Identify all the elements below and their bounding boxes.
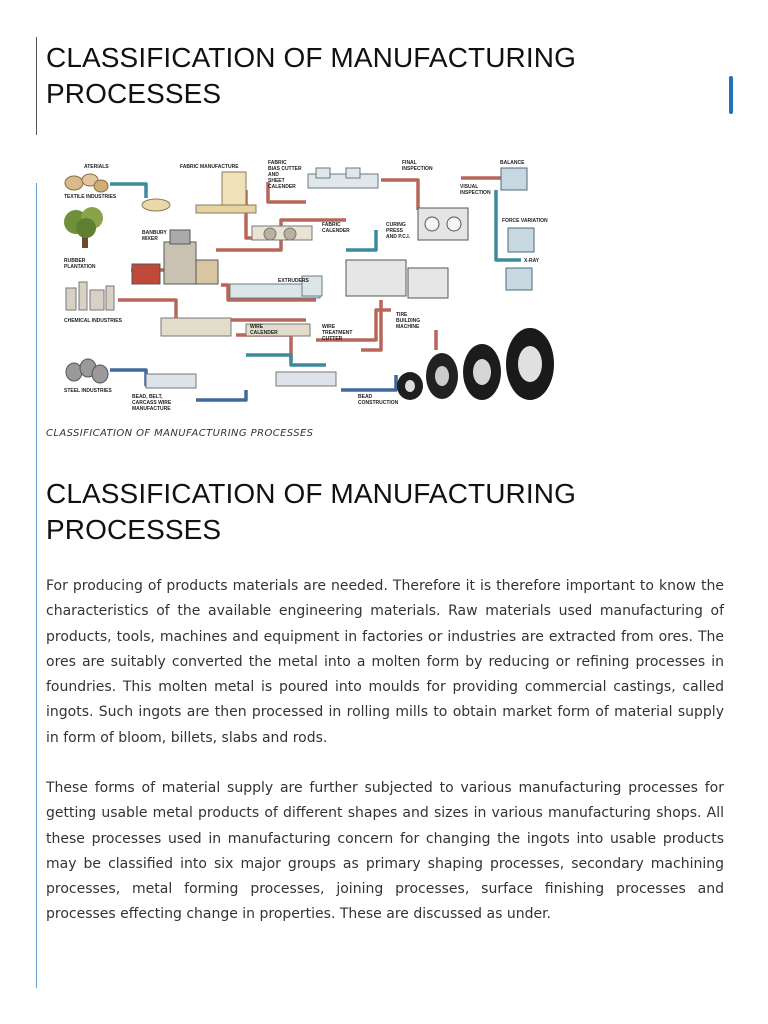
label-fabric-calender-1: FABRIC [322,222,341,228]
manufacturing-process-figure [46,150,570,420]
article-paragraph: These forms of material supply are further subjected to various manufacturing processes for getting usable metal products of different shapes and sizes in various manufacturing shops. All these processes used in manufacturing concern for changing the ingots into usable products may be classified into six major groups as primary shaping processes, secondary machining processes, metal forming processes, joining processes, surface finishing processes and processes effecting change in properties. These are discussed as under. [46,780,724,923]
label-fabric-manufacture: FABRIC MANUFACTURE [180,164,239,170]
header-accent-rule [36,37,37,135]
textile-rolls-illustration [65,174,108,192]
label-banbury-1: BANBURY [142,230,167,236]
label-steel: STEEL INDUSTRIES [64,388,112,394]
label-rubber-1: RUBBER [64,258,86,264]
label-final-inspection-2: INSPECTION [402,166,433,172]
scroll-indicator[interactable] [729,76,733,114]
article-heading: CLASSIFICATION OF MANUFACTURING PROCESSES [46,478,576,545]
label-tire-2: BUILDING [396,318,421,324]
label-wire-treatment-3: CUTTER [322,336,343,342]
label-balance: BALANCE [500,160,525,166]
tires-illustration [397,328,554,400]
label-curing-2: PRESS [386,228,403,234]
label-force-variation: FORCE VARIATION [502,218,548,224]
figure-caption: CLASSIFICATION OF MANUFACTURING PROCESSES [46,428,314,439]
label-visual-inspection-2: INSPECTION [460,190,491,196]
label-fabric-bias-5: CALENDER [268,184,296,190]
label-textile: TEXTILE INDUSTRIES [64,194,117,200]
label-final-inspection-1: FINAL [402,160,417,166]
label-bead-construction-1: BEAD [358,394,373,400]
label-extruders: EXTRUDERS [278,278,309,284]
label-fabric-calender-2: CALENDER [322,228,350,234]
page-title: CLASSIFICATION OF MANUFACTURING PROCESSES [46,42,576,109]
label-bead-construction-2: CONSTRUCTION [358,400,399,406]
bias-cutter-illustration [308,168,378,188]
label-bead-belt-2: CARCASS WIRE [132,400,172,406]
bead-construction-illustration [146,372,336,388]
process-flow-diagram [46,150,570,420]
label-visual-inspection-1: VISUAL [460,184,479,190]
label-rubber-2: PLANTATION [64,264,96,270]
label-fabric-bias-4: SHEET [268,178,285,184]
label-wire-treatment-1: WIRE [322,324,336,330]
chemical-plant-illustration [66,282,114,310]
label-wire-calender-2: CALENDER [250,330,278,336]
label-tire-3: MACHINE [396,324,420,330]
label-xray: X-RAY [524,258,540,264]
label-curing-1: CURING [386,222,406,228]
label-bead-belt-1: BEAD, BELT, [132,394,163,400]
label-bead-belt-3: MANUFACTURE [132,406,171,412]
label-chemical: CHEMICAL INDUSTRIES [64,318,122,324]
curing-press-illustration [418,208,468,240]
label-materials: ATERIALS [84,164,109,170]
label-fabric-bias-2: BIAS CUTTER [268,166,302,172]
fabric-manufacture-illustration [142,172,256,213]
label-curing-3: AND P.C.I. [386,234,411,240]
fabric-calender-illustration [252,226,312,240]
article-paragraph: For producing of products materials are needed. Therefore it is therefore important to know the characteristics of the available engineering materials. Raw materials used manufacturing of products, tools, machines and equipment in factories or industries are extracted from ores. The ores are suitably converted the metal into a molten form by reducing or refining processes in foundries. This molten metal is poured into moulds for providing commercial castings, called ingots. Such ingots are then processed in rolling mills to obtain market form of material supply in form of bloom, billets, slabs and rods. [46,578,724,746]
rubber-tree-illustration [64,207,103,248]
steel-coils-illustration [66,359,108,383]
label-tire-1: TIRE [396,312,408,318]
tire-building-machine-illustration [346,260,448,298]
label-wire-calender-1: WIRE [250,324,264,330]
content-accent-rule [36,183,37,988]
label-banbury-2: MIXER [142,236,158,242]
label-wire-treatment-2: TREATMENT [322,330,353,336]
label-fabric-bias-3: AND [268,172,279,178]
inspection-stations-illustration [501,168,534,290]
label-fabric-bias-1: FABRIC [268,160,287,166]
